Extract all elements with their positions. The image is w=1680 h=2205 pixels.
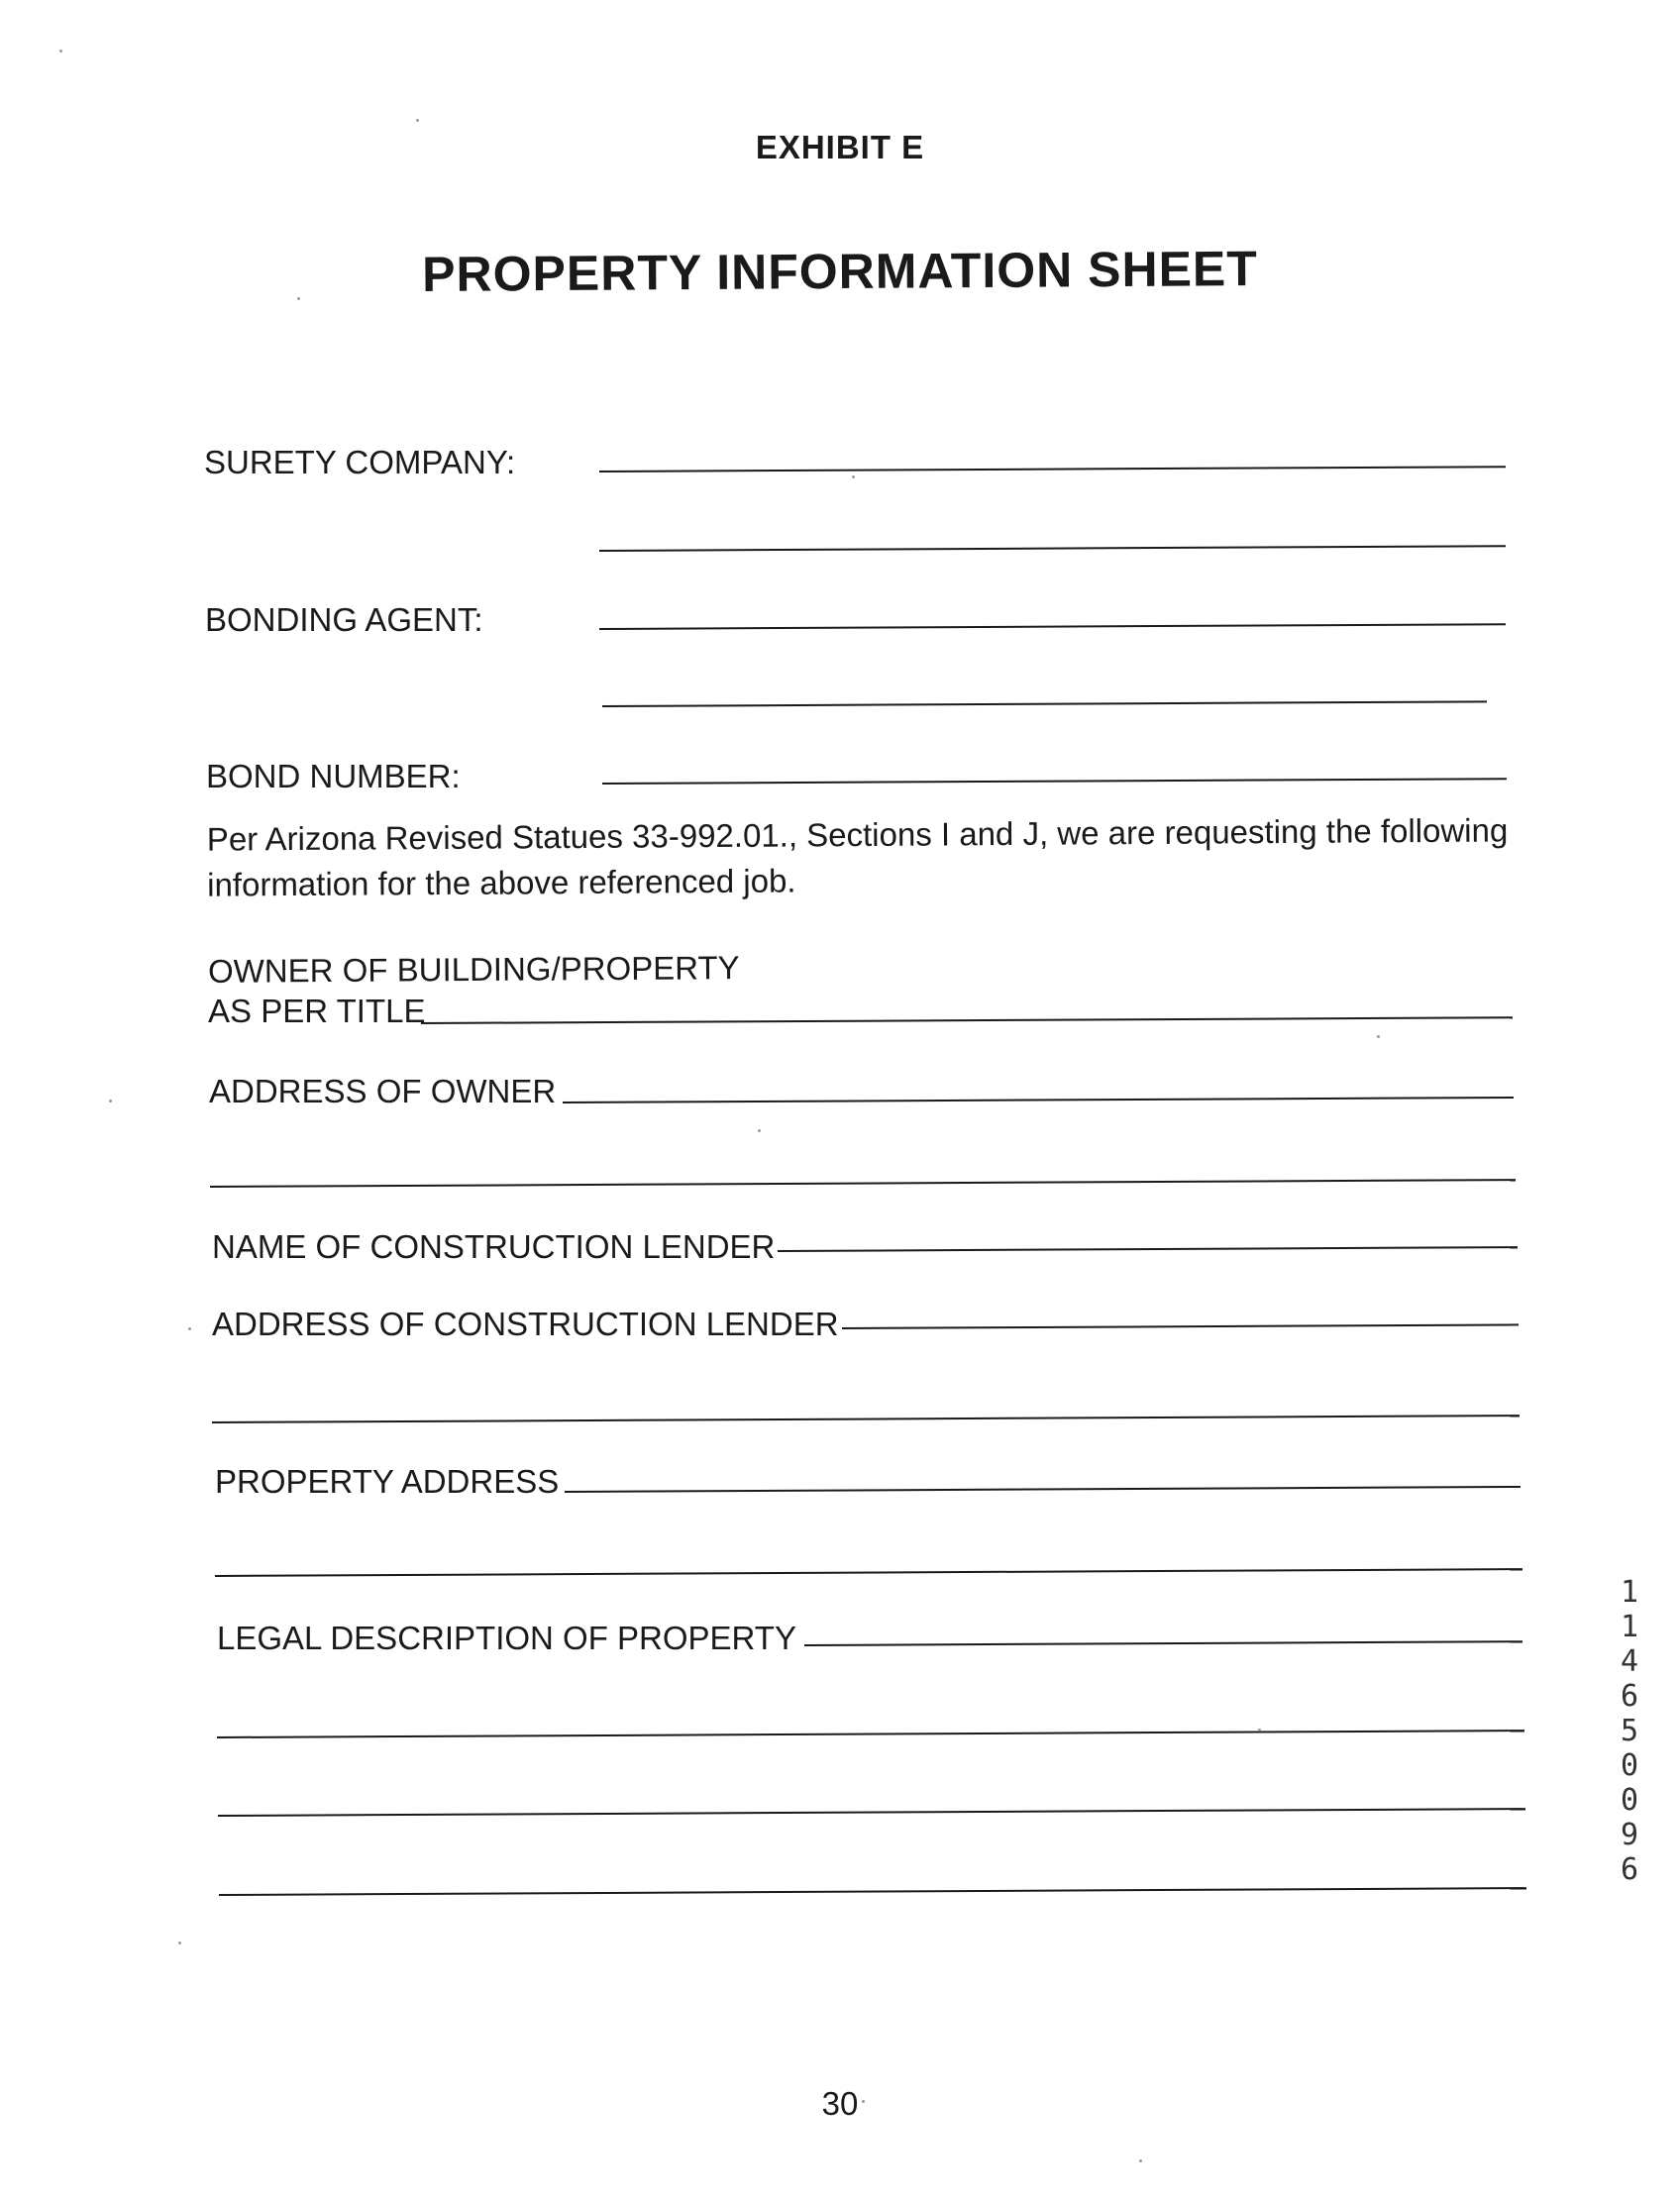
address-of-lender-line-1 [842, 1323, 1519, 1329]
scan-speck [59, 50, 62, 52]
construction-lender-label: NAME OF CONSTRUCTION LENDER [212, 1228, 776, 1265]
scan-speck [758, 1129, 761, 1132]
address-of-lender-label: ADDRESS OF CONSTRUCTION LENDER [212, 1306, 839, 1342]
bonding-agent-line-2 [602, 700, 1487, 707]
address-of-owner-line-1 [563, 1097, 1514, 1103]
scan-speck [1377, 1035, 1380, 1038]
owner-line [421, 1016, 1513, 1024]
construction-lender-line [778, 1246, 1518, 1252]
surety-company-line-2 [599, 545, 1506, 552]
legal-description-label: LEGAL DESCRIPTION OF PROPERTY [217, 1620, 796, 1656]
page-number: 30 [821, 2085, 859, 2122]
bond-number-line [602, 778, 1507, 785]
legal-description-line-4 [219, 1887, 1526, 1896]
surety-company-line-1 [599, 466, 1506, 472]
scan-speck [109, 1100, 112, 1102]
property-address-line-2 [215, 1568, 1522, 1577]
owner-label-line2: AS PER TITLE [208, 993, 426, 1029]
address-of-lender-line-2 [212, 1415, 1520, 1423]
side-document-code: 11465 0096 [1621, 1575, 1639, 1887]
scan-speck [1258, 1729, 1261, 1732]
scan-speck [862, 2100, 865, 2103]
scan-speck [188, 1327, 191, 1330]
exhibit-label: EXHIBIT E [755, 129, 925, 165]
address-of-owner-label: ADDRESS OF OWNER [209, 1073, 557, 1109]
bonding-agent-line-1 [599, 623, 1506, 630]
scan-speck [1139, 2159, 1142, 2162]
scan-speck [416, 119, 419, 122]
scan-speck [178, 1942, 181, 1944]
legal-description-line-2 [217, 1730, 1524, 1738]
scan-speck [297, 297, 300, 300]
statute-statement: Per Arizona Revised Statues 33-992.01., Sections I and J, we are requesting the following information for the above referenced job. [206, 811, 1509, 903]
property-address-line-1 [565, 1486, 1521, 1493]
legal-description-line-3 [218, 1808, 1525, 1817]
legal-description-line-1 [804, 1640, 1522, 1646]
bonding-agent-label: BONDING AGENT: [205, 601, 483, 638]
address-of-owner-line-2 [210, 1179, 1516, 1188]
owner-label-line1: OWNER OF BUILDING/PROPERTY [207, 949, 740, 990]
page-title: PROPERTY INFORMATION SHEET [421, 241, 1259, 302]
scan-speck [852, 475, 855, 478]
property-address-label: PROPERTY ADDRESS [215, 1463, 560, 1500]
bond-number-label: BOND NUMBER: [206, 758, 461, 794]
surety-company-label: SURETY COMPANY: [204, 444, 516, 480]
